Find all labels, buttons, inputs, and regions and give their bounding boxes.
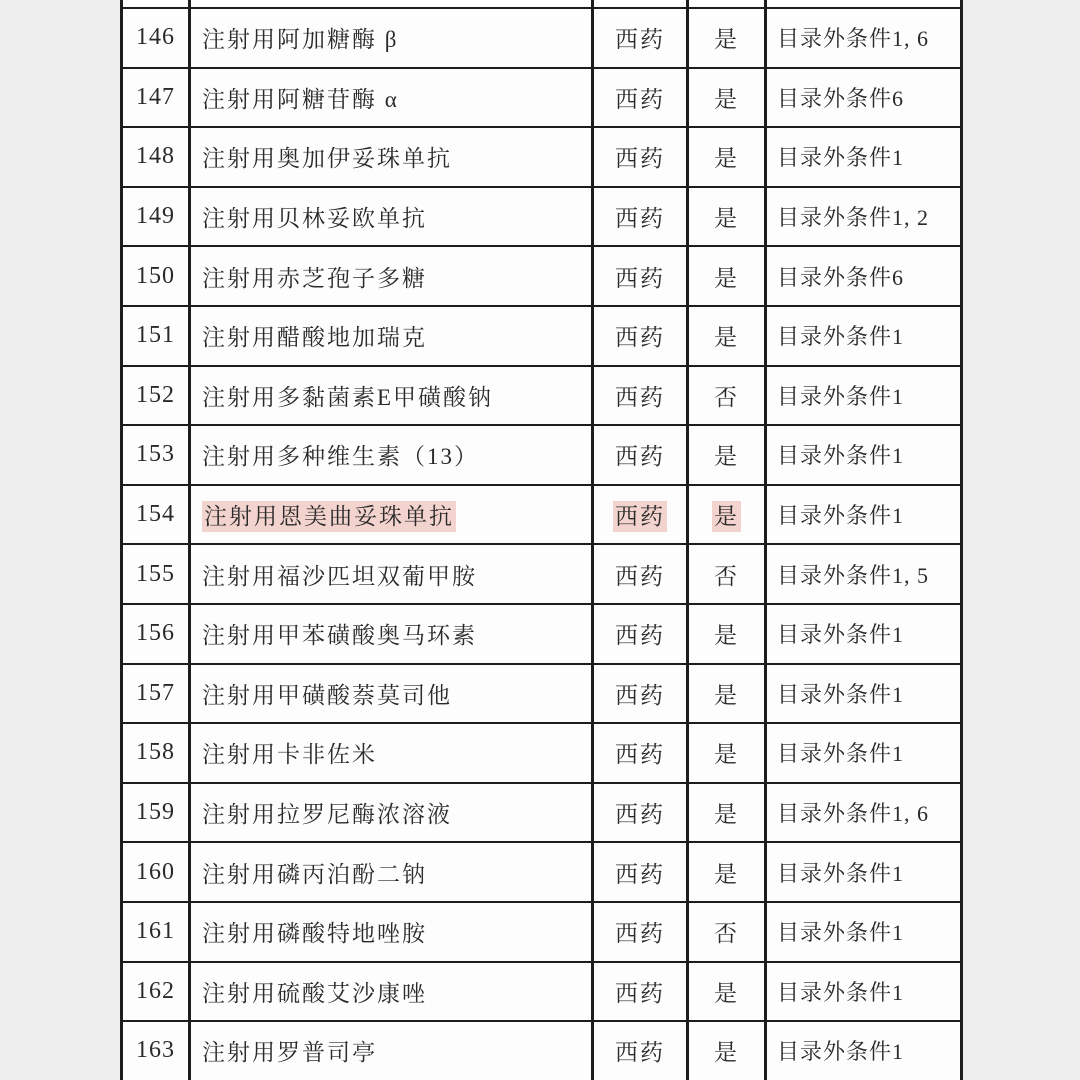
- drug-name-cell: [190, 962, 593, 1022]
- covered-flag-text: 是: [714, 325, 739, 351]
- table-row: [122, 664, 962, 724]
- condition-text: 目录外条件6: [777, 264, 905, 290]
- row-number-text: 162: [136, 977, 175, 1004]
- covered-flag-cell: [688, 664, 766, 724]
- drug-type-cell: [593, 604, 688, 664]
- table-row: [122, 187, 962, 247]
- condition-text: 目录外条件1: [777, 920, 905, 946]
- covered-flag-cell: [688, 127, 766, 187]
- condition-cell: [766, 664, 962, 724]
- drug-name-text: 注射用磷丙泊酚二钠: [202, 861, 427, 887]
- drug-name-cell: [190, 8, 593, 68]
- covered-flag-text: 是: [714, 27, 739, 53]
- condition-text: 目录外条件1, 2: [777, 205, 930, 231]
- drug-type-cell: [593, 306, 688, 366]
- covered-flag-cell: [688, 604, 766, 664]
- row-number-cell: [122, 485, 190, 545]
- row-number-text: 153: [136, 441, 175, 468]
- table-row: [122, 8, 962, 68]
- row-number-cell: [122, 8, 190, 68]
- covered-flag-cell: [688, 544, 766, 604]
- condition-cell: [766, 425, 962, 485]
- covered-flag-cell: [688, 187, 766, 247]
- covered-flag-text: 是: [712, 501, 741, 532]
- row-number-cell: [122, 68, 190, 128]
- drug-type-cell: [593, 902, 688, 962]
- row-number-cell: [122, 366, 190, 426]
- covered-flag-text: 是: [714, 265, 739, 291]
- covered-flag-cell: [688, 842, 766, 902]
- covered-flag-cell: [688, 0, 766, 8]
- covered-flag-cell: [688, 8, 766, 68]
- row-number-cell: [122, 723, 190, 783]
- drug-name-cell: [190, 485, 593, 545]
- drug-name-cell: [190, 664, 593, 724]
- drug-type-cell: [593, 842, 688, 902]
- condition-cell: [766, 68, 962, 128]
- covered-flag-cell: [688, 366, 766, 426]
- row-number-text: 148: [136, 143, 175, 170]
- row-number-text: 152: [136, 381, 175, 408]
- row-number-text: 154: [136, 501, 175, 528]
- drug-name-cell: [190, 604, 593, 664]
- drug-type-text: 西药: [615, 802, 665, 828]
- row-number-cell: [122, 1021, 190, 1080]
- row-number-text: 158: [136, 739, 175, 766]
- covered-flag-text: 否: [714, 921, 739, 947]
- row-number-text: 149: [136, 203, 175, 230]
- clipped-previous-row: [122, 0, 962, 8]
- drug-list-table: [120, 0, 963, 1080]
- condition-text: 目录外条件1: [777, 503, 905, 529]
- drug-name-text: 注射用恩美曲妥珠单抗: [202, 501, 456, 532]
- condition-text: 目录外条件1: [777, 622, 905, 648]
- drug-name-cell: [190, 246, 593, 306]
- condition-text: 目录外条件1: [777, 1039, 905, 1065]
- drug-type-cell: [593, 425, 688, 485]
- drug-type-text: 西药: [615, 146, 665, 172]
- drug-name-cell: [190, 723, 593, 783]
- drug-name-text: 注射用磷酸特地唑胺: [202, 921, 427, 947]
- covered-flag-text: 是: [714, 682, 739, 708]
- drug-name-text: 注射用阿加糖酶 β: [202, 27, 399, 53]
- table-row: [122, 783, 962, 843]
- condition-cell: [766, 783, 962, 843]
- condition-cell: [766, 366, 962, 426]
- table-row: [122, 1021, 962, 1080]
- covered-flag-cell: [688, 962, 766, 1022]
- drug-name-cell: [190, 842, 593, 902]
- covered-flag-text: 是: [714, 86, 739, 112]
- covered-flag-text: 是: [714, 742, 739, 768]
- drug-name-text: 注射用奥加伊妥珠单抗: [202, 146, 452, 172]
- drug-type-cell: [593, 664, 688, 724]
- row-number-text: 157: [136, 679, 175, 706]
- condition-cell: [766, 902, 962, 962]
- drug-type-cell: [593, 246, 688, 306]
- drug-type-text: 西药: [615, 27, 665, 53]
- table-row: [122, 544, 962, 604]
- condition-text: 目录外条件1, 6: [777, 26, 930, 52]
- condition-cell: [766, 544, 962, 604]
- drug-name-text: 注射用赤芝孢子多糖: [202, 265, 427, 291]
- condition-text: 目录外条件1: [777, 443, 905, 469]
- drug-type-text: 西药: [615, 623, 665, 649]
- drug-name-text: 注射用多种维生素（13）: [202, 444, 479, 470]
- drug-type-cell: [593, 485, 688, 545]
- condition-text: 目录外条件1: [777, 741, 905, 767]
- drug-name-text: 注射用福沙匹坦双葡甲胺: [202, 563, 477, 589]
- row-number-text: 155: [136, 560, 175, 587]
- drug-type-cell: [593, 187, 688, 247]
- row-number-text: 146: [136, 24, 175, 51]
- drug-type-text: 西药: [615, 921, 665, 947]
- covered-flag-text: 是: [714, 146, 739, 172]
- condition-cell: [766, 127, 962, 187]
- condition-cell: [766, 8, 962, 68]
- condition-text: 目录外条件1, 5: [777, 562, 930, 588]
- drug-name-cell: [190, 187, 593, 247]
- drug-name-cell: [190, 902, 593, 962]
- drug-name-text: 注射用卡非佐米: [202, 742, 377, 768]
- table-row: [122, 366, 962, 426]
- condition-cell: [766, 0, 962, 8]
- condition-text: 目录外条件1: [777, 979, 905, 1005]
- drug-type-text: 西药: [615, 86, 665, 112]
- row-number-text: 163: [136, 1037, 175, 1064]
- condition-cell: [766, 187, 962, 247]
- condition-cell: [766, 485, 962, 545]
- drug-type-cell: [593, 1021, 688, 1080]
- condition-cell: [766, 1021, 962, 1080]
- condition-cell: [766, 604, 962, 664]
- table-row: [122, 246, 962, 306]
- table-row: [122, 485, 962, 545]
- drug-type-text: 西药: [615, 206, 665, 232]
- drug-type-text: 西药: [615, 444, 665, 470]
- row-number-cell: [122, 783, 190, 843]
- drug-type-text: 西药: [613, 501, 667, 532]
- covered-flag-cell: [688, 425, 766, 485]
- drug-type-text: 西药: [615, 1040, 665, 1066]
- table-row: [122, 604, 962, 664]
- drug-name-text: 注射用多黏菌素E甲磺酸钠: [202, 384, 494, 410]
- table-row: [122, 842, 962, 902]
- row-number-text: 161: [136, 918, 175, 945]
- covered-flag-cell: [688, 902, 766, 962]
- table-row: [122, 127, 962, 187]
- row-number-cell: [122, 187, 190, 247]
- covered-flag-cell: [688, 485, 766, 545]
- drug-type-text: 西药: [615, 861, 665, 887]
- condition-text: 目录外条件1: [777, 860, 905, 886]
- covered-flag-cell: [688, 306, 766, 366]
- drug-type-text: 西药: [615, 265, 665, 291]
- condition-cell: [766, 246, 962, 306]
- condition-text: 目录外条件1: [777, 383, 905, 409]
- drug-name-text: 注射用甲苯磺酸奥马环素: [202, 623, 477, 649]
- row-number-cell: [122, 127, 190, 187]
- drug-name-text: 注射用罗普司亭: [202, 1040, 377, 1066]
- drug-type-cell: [593, 783, 688, 843]
- drug-name-text: 注射用醋酸地加瑞克: [202, 325, 427, 351]
- covered-flag-text: 是: [714, 206, 739, 232]
- drug-name-cell: [190, 1021, 593, 1080]
- drug-type-cell: [593, 127, 688, 187]
- drug-name-text: 注射用硫酸艾沙康唑: [202, 980, 427, 1006]
- row-number-text: 151: [136, 322, 175, 349]
- covered-flag-cell: [688, 723, 766, 783]
- drug-name-cell: [190, 544, 593, 604]
- row-number-cell: [122, 604, 190, 664]
- drug-type-text: 西药: [615, 980, 665, 1006]
- drug-name-cell: [190, 425, 593, 485]
- drug-name-cell: [190, 68, 593, 128]
- drug-name-text: 注射用阿糖苷酶 α: [202, 86, 399, 112]
- covered-flag-text: 是: [714, 802, 739, 828]
- drug-name-cell: [190, 366, 593, 426]
- drug-name-cell: [190, 783, 593, 843]
- table-row: [122, 962, 962, 1022]
- drug-type-text: 西药: [615, 384, 665, 410]
- condition-cell: [766, 962, 962, 1022]
- table-row: [122, 723, 962, 783]
- row-number-cell: [122, 962, 190, 1022]
- covered-flag-text: 否: [714, 384, 739, 410]
- covered-flag-text: 是: [714, 623, 739, 649]
- drug-name-text: 注射用贝林妥欧单抗: [202, 206, 427, 232]
- drug-type-text: 西药: [615, 325, 665, 351]
- covered-flag-cell: [688, 68, 766, 128]
- row-number-cell: [122, 246, 190, 306]
- drug-name-cell: [190, 0, 593, 8]
- drug-type-cell: [593, 544, 688, 604]
- condition-cell: [766, 723, 962, 783]
- drug-name-text: 注射用拉罗尼酶浓溶液: [202, 802, 452, 828]
- covered-flag-text: 是: [714, 1040, 739, 1066]
- drug-name-cell: [190, 127, 593, 187]
- drug-type-cell: [593, 723, 688, 783]
- drug-name-text: 注射用甲磺酸萘莫司他: [202, 682, 452, 708]
- drug-type-cell: [593, 68, 688, 128]
- row-number-cell: [122, 544, 190, 604]
- drug-type-cell: [593, 962, 688, 1022]
- row-number-cell: [122, 842, 190, 902]
- drug-type-text: 西药: [615, 742, 665, 768]
- covered-flag-cell: [688, 783, 766, 843]
- row-number-cell: [122, 425, 190, 485]
- condition-text: 目录外条件6: [777, 85, 905, 111]
- row-number-cell: [122, 0, 190, 8]
- table-row: [122, 902, 962, 962]
- drug-type-text: 西药: [615, 563, 665, 589]
- condition-cell: [766, 306, 962, 366]
- covered-flag-cell: [688, 1021, 766, 1080]
- covered-flag-text: 是: [714, 861, 739, 887]
- covered-flag-text: 是: [714, 444, 739, 470]
- row-number-cell: [122, 664, 190, 724]
- condition-text: 目录外条件1: [777, 681, 905, 707]
- table-row: [122, 68, 962, 128]
- table-row: [122, 306, 962, 366]
- table-row: [122, 425, 962, 485]
- row-number-text: 150: [136, 262, 175, 289]
- row-number-text: 147: [136, 83, 175, 110]
- row-number-text: 156: [136, 620, 175, 647]
- row-number-cell: [122, 306, 190, 366]
- covered-flag-cell: [688, 246, 766, 306]
- table-body: [122, 0, 962, 1080]
- condition-text: 目录外条件1: [777, 145, 905, 171]
- drug-type-cell: [593, 0, 688, 8]
- drug-type-cell: [593, 366, 688, 426]
- row-number-text: 160: [136, 858, 175, 885]
- drug-name-cell: [190, 306, 593, 366]
- drug-type-text: 西药: [615, 682, 665, 708]
- covered-flag-text: 是: [714, 980, 739, 1006]
- condition-cell: [766, 842, 962, 902]
- covered-flag-text: 否: [714, 563, 739, 589]
- drug-type-cell: [593, 8, 688, 68]
- row-number-text: 159: [136, 799, 175, 826]
- condition-text: 目录外条件1: [777, 324, 905, 350]
- condition-text: 目录外条件1, 6: [777, 801, 930, 827]
- row-number-cell: [122, 902, 190, 962]
